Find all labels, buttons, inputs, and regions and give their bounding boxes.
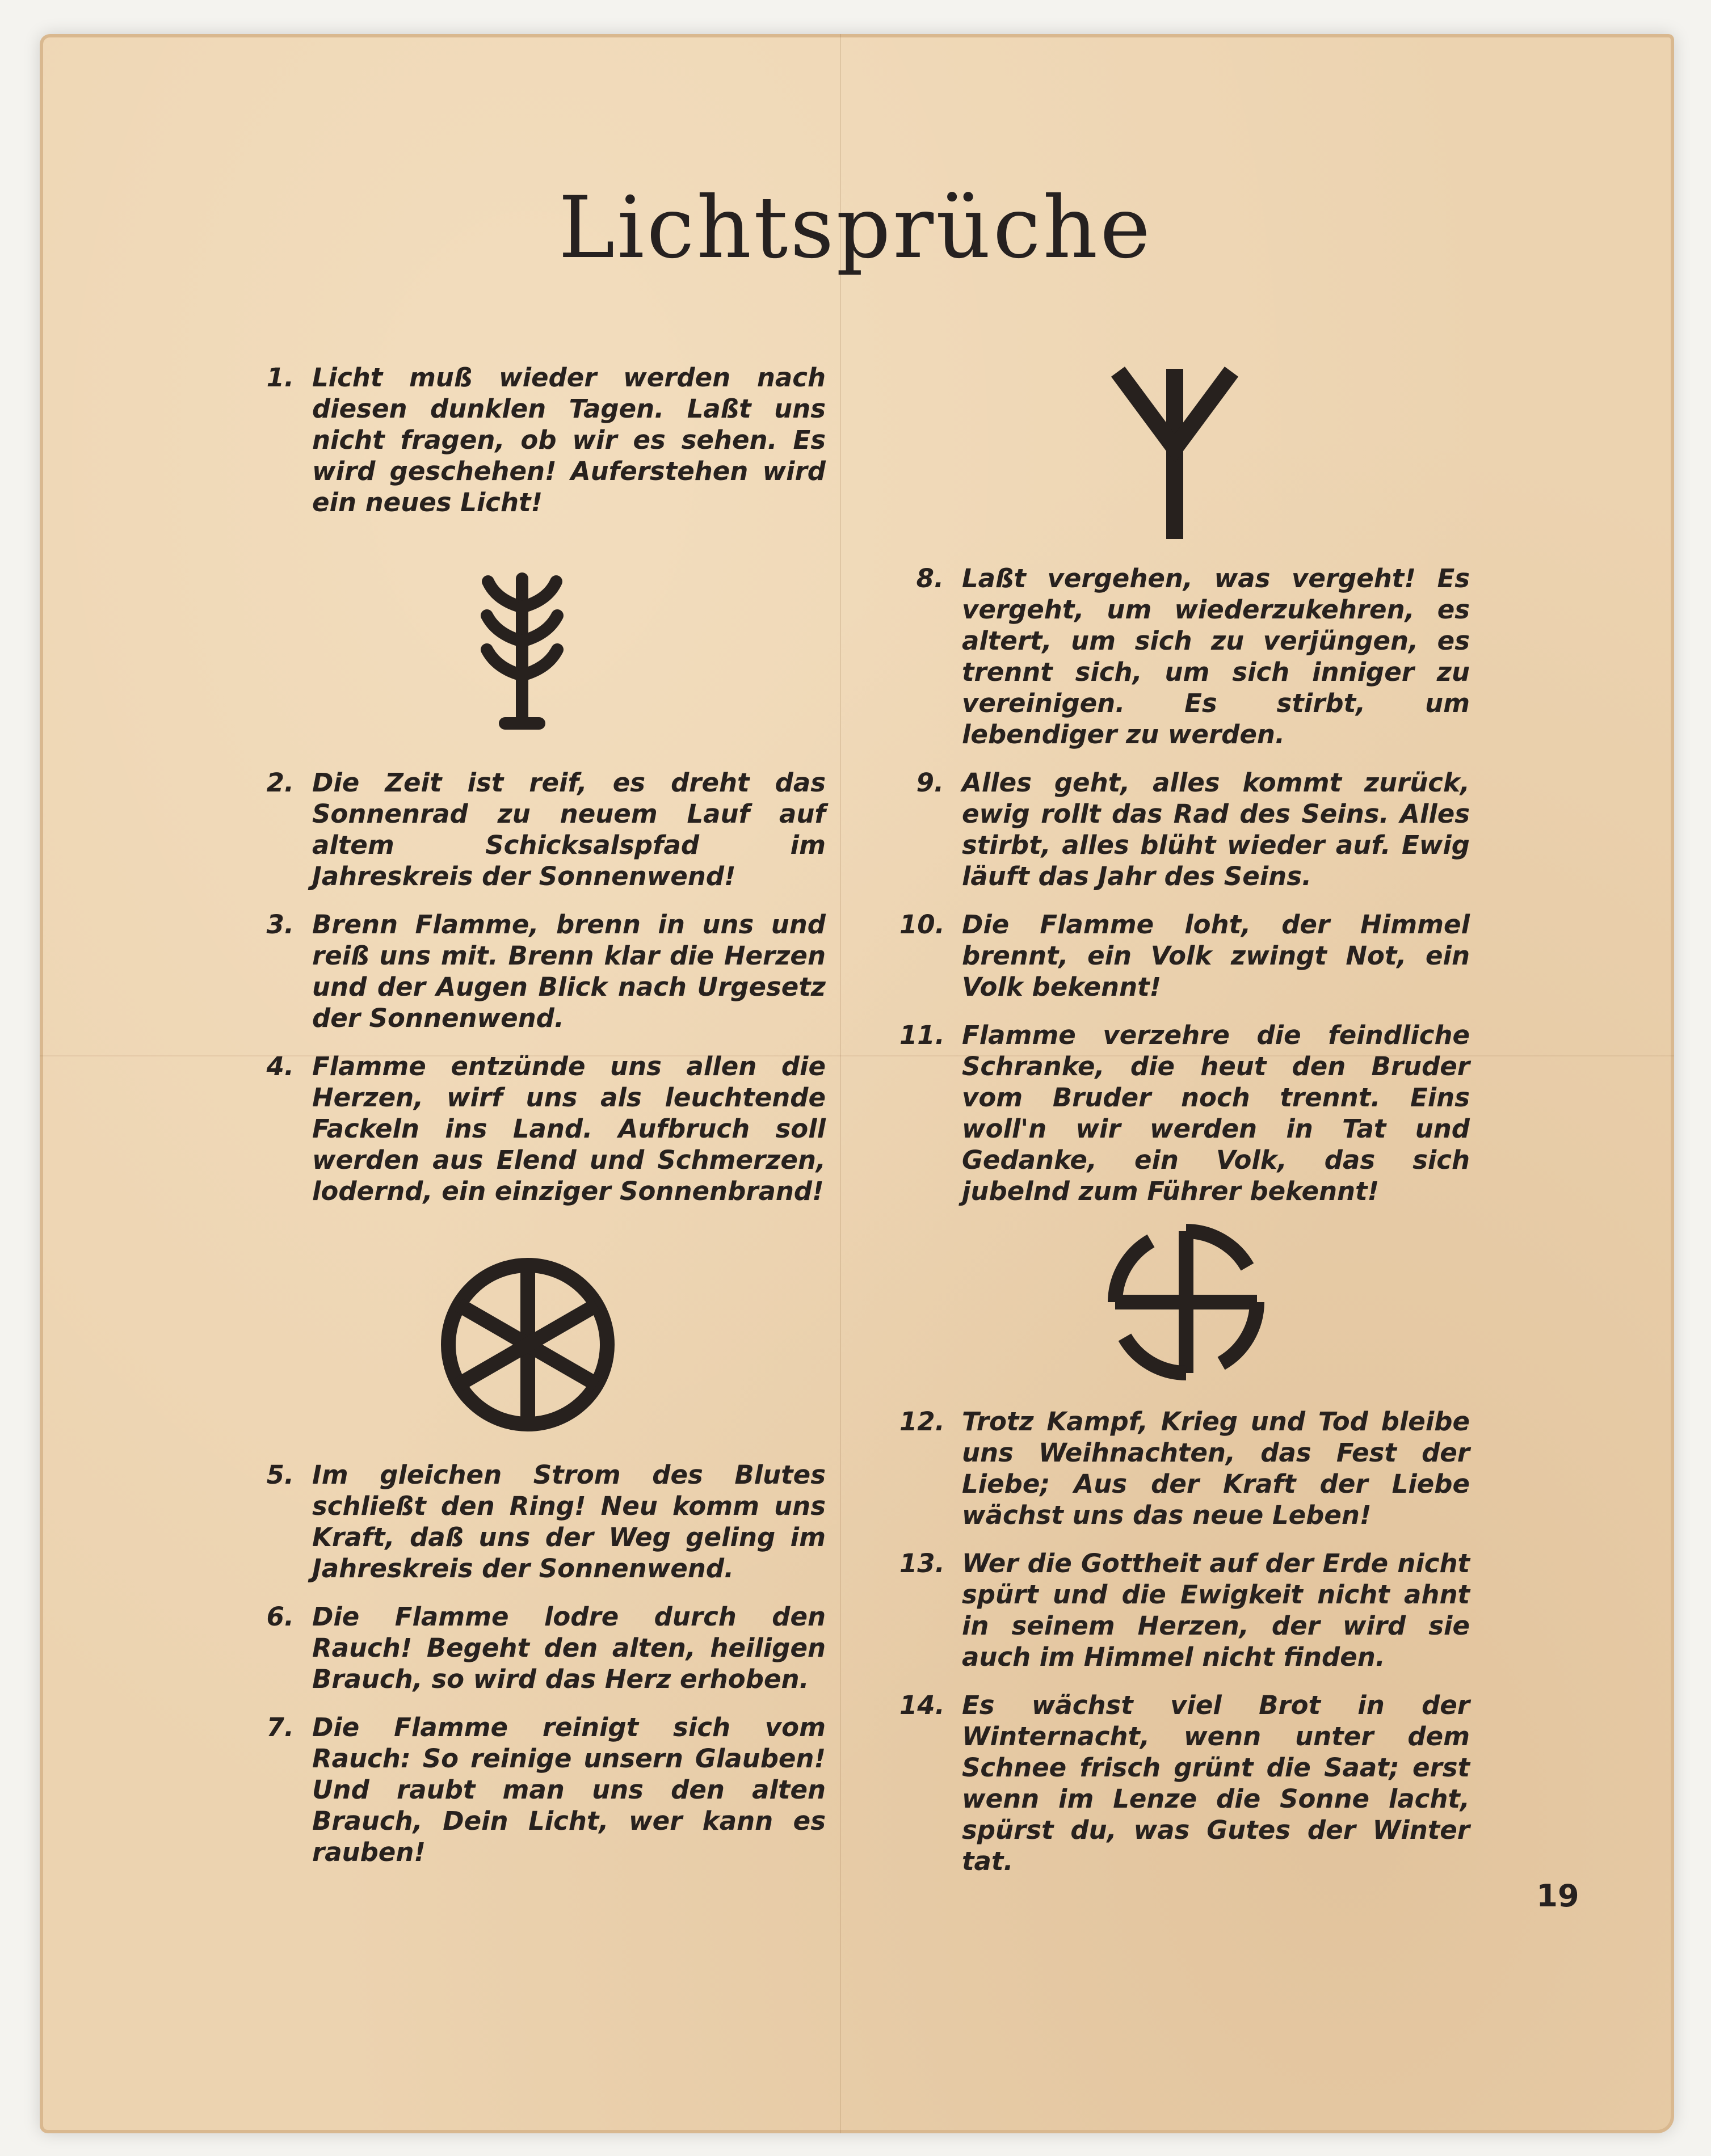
verse-13 bbox=[899, 1548, 1470, 1673]
verse-number: 14. bbox=[899, 1690, 945, 1720]
verse-number: 12. bbox=[899, 1407, 945, 1437]
verse-11 bbox=[899, 1020, 1470, 1207]
verse-number: 8. bbox=[916, 563, 944, 593]
left-column-top bbox=[250, 362, 826, 518]
verse-text: Flamme entzünde uns allen die Herzen, wirf uns als leuchtende Fackeln ins Land. Aufbruch soll werden aus Elend und Schmerzen, lodernd, ein einziger Sonnenbrand! bbox=[312, 1051, 826, 1206]
verse-text: Flamme verzehre die feindliche Schranke, die heut den Bruder vom Bruder noch trennt. Eins woll'n wir werden in Tat und Gedanke, ein Volk, das sich jubelnd zum Führer bekennt! bbox=[962, 1020, 1470, 1206]
verse-number: 6. bbox=[266, 1602, 294, 1632]
branch-rune-icon bbox=[471, 567, 573, 732]
verse-8 bbox=[899, 563, 1470, 750]
left-column-bottom bbox=[250, 1459, 826, 1868]
verse-number: 1. bbox=[266, 363, 294, 393]
verse-number: 9. bbox=[916, 768, 944, 798]
verse-number: 3. bbox=[266, 909, 294, 940]
man-rune-icon bbox=[1109, 363, 1240, 545]
verse-text: Licht muß wieder werden nach diesen dunklen Tagen. Laßt uns nicht fragen, ob wir es sehen. Es wird geschehen! Auferstehen wird ein neues Licht! bbox=[312, 363, 826, 517]
verse-1 bbox=[250, 362, 826, 518]
verse-number: 7. bbox=[266, 1712, 294, 1742]
verse-10 bbox=[899, 909, 1470, 1003]
right-column-top bbox=[899, 563, 1470, 1207]
verse-text: Im gleichen Strom des Blutes schließt den Ring! Neu komm uns Kraft, daß uns der Weg geling im Jahreskreis der Sonnenwend. bbox=[312, 1460, 826, 1584]
verse-2 bbox=[250, 767, 826, 892]
verse-text: Es wächst viel Brot in der Winternacht, wenn unter dem Schnee frisch grünt die Saat; erst wenn im Lenze die Sonne lacht, spürst du, was Gutes der Winter tat. bbox=[962, 1690, 1470, 1876]
right-column-bottom bbox=[899, 1406, 1470, 1877]
fold-crease-vertical bbox=[840, 34, 841, 2133]
verse-text: Die Zeit ist reif, es dreht das Sonnenrad zu neuem Lauf auf altem Schicksalspfad im Jahreskreis der Sonnenwend! bbox=[312, 768, 826, 891]
verse-number: 5. bbox=[266, 1460, 294, 1490]
verse-12 bbox=[899, 1406, 1470, 1531]
verse-number: 11. bbox=[899, 1020, 945, 1050]
verse-7 bbox=[250, 1712, 826, 1868]
verse-number: 4. bbox=[266, 1051, 294, 1081]
sun-wheel-icon bbox=[437, 1254, 619, 1435]
verse-5 bbox=[250, 1459, 826, 1584]
verse-9 bbox=[899, 767, 1470, 892]
verse-text: Trotz Kampf, Krieg und Tod bleibe uns Weihnachten, das Fest der Liebe; Aus der Kraft der Liebe wächst uns das neue Leben! bbox=[962, 1407, 1470, 1530]
verse-number: 2. bbox=[266, 768, 294, 798]
page-number: 19 bbox=[1536, 1878, 1579, 1914]
verse-text: Die Flamme lodre durch den Rauch! Begeht den alten, heiligen Brauch, so wird das Herz erhoben. bbox=[312, 1602, 826, 1694]
verse-text: Die Flamme loht, der Himmel brennt, ein Volk zwingt Not, ein Volk bekennt! bbox=[962, 909, 1470, 1002]
verse-number: 13. bbox=[899, 1548, 945, 1578]
verse-6 bbox=[250, 1601, 826, 1695]
verse-3 bbox=[250, 909, 826, 1034]
verse-14 bbox=[899, 1690, 1470, 1877]
verse-4 bbox=[250, 1051, 826, 1207]
verse-number: 10. bbox=[899, 909, 945, 940]
page-title: Lichtsprüche bbox=[558, 179, 1153, 277]
verse-text: Alles geht, alles kommt zurück, ewig rollt das Rad des Seins. Alles stirbt, alles blüht wieder auf. Ewig läuft das Jahr des Seins. bbox=[962, 768, 1470, 891]
verse-text: Wer die Gottheit auf der Erde nicht spürt und die Ewigkeit nicht ahnt in seinem Herzen, der wird sie auch im Himmel nicht finden. bbox=[962, 1548, 1470, 1672]
swastika-icon bbox=[1092, 1208, 1280, 1396]
verse-text: Die Flamme reinigt sich vom Rauch: So reinige unsern Glauben! Und raubt man uns den alten Brauch, Dein Licht, wer kann es rauben! bbox=[312, 1712, 826, 1867]
left-column-middle bbox=[250, 767, 826, 1207]
verse-text: Brenn Flamme, brenn in uns und reiß uns mit. Brenn klar die Herzen und der Augen Blick nach Urgesetz der Sonnenwend. bbox=[312, 909, 826, 1033]
verse-text: Laßt vergehen, was vergeht! Es vergeht, um wiederzukehren, es altert, um sich zu verjüngen, es trennt sich, um sich inniger zu vereinigen. Es stirbt, um lebendiger zu werden. bbox=[962, 563, 1470, 749]
